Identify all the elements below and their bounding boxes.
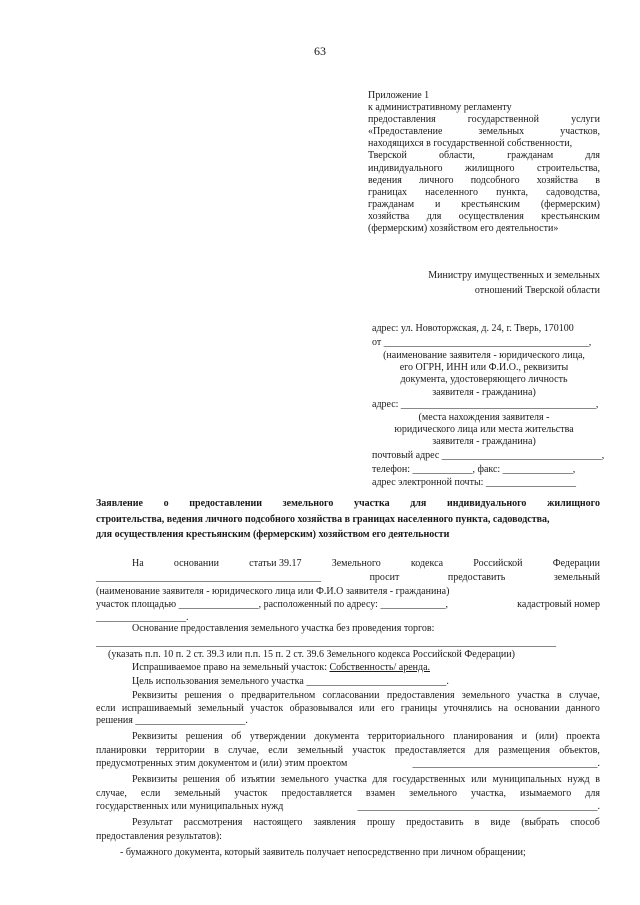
word: Результат [132, 817, 173, 828]
address-field[interactable]: адрес: _______________________________________, [372, 399, 599, 410]
word: в [214, 745, 219, 756]
word: предусмотренных этим документом и (или) этим проектом [96, 758, 348, 769]
word: (фермерским) [540, 198, 600, 210]
body-line [96, 703, 600, 714]
word: Реквизиты [132, 774, 178, 785]
word: предоставляется [394, 745, 466, 756]
word: проекта [566, 731, 600, 742]
word: уточнялись [443, 703, 492, 714]
word: размещения [498, 745, 550, 756]
appendix-line [368, 114, 600, 126]
word: «Предоставление [368, 126, 443, 138]
word: или [471, 774, 487, 785]
word: садоводства, [546, 186, 600, 198]
word: На [132, 558, 144, 569]
word: если [96, 703, 116, 714]
word: предоставления [368, 114, 436, 126]
field-caption: (наименование заявителя - юридического лица или Ф.И.О заявителя - гражданина) [96, 586, 450, 597]
word: участка [353, 498, 390, 509]
word: утверждении [249, 731, 306, 742]
word: просит [369, 572, 400, 583]
word: кадастровый номер [517, 599, 600, 610]
cadastral-number-field[interactable]: __________________. [96, 612, 189, 623]
word: в [595, 774, 600, 785]
field-caption: юридического лица или места жительства [394, 424, 574, 435]
word: участка [334, 774, 367, 785]
word: для [426, 210, 442, 222]
word: о [228, 690, 234, 701]
blank: _____________________________________. [412, 758, 600, 769]
recipient-line: отношений Тверской области [474, 285, 600, 296]
word: муниципальных [492, 774, 562, 785]
word: документа [314, 731, 360, 742]
word: и [521, 731, 527, 742]
agency-address: адрес: ул. Новоторжская, д. 24, г. Тверь, 170100 [372, 323, 574, 334]
word: на [498, 703, 508, 714]
blank: участок площадью ________________, расположенный по адресу: _____________, [96, 599, 448, 610]
appendix-line [368, 199, 600, 211]
word: личного [418, 174, 454, 186]
body-line [132, 817, 600, 828]
word: изымаемого [519, 788, 572, 799]
body-line [132, 690, 600, 701]
word: Испрашиваемое право на земельный участок: [132, 662, 330, 673]
appendix-line: Приложение 1 [368, 90, 430, 101]
document-title [96, 496, 600, 543]
word: участка, [471, 788, 506, 799]
body-line: предоставления результатов): [96, 831, 222, 842]
word: строительства, [537, 162, 600, 174]
word: для [410, 498, 427, 509]
word: предоставить [406, 817, 464, 828]
word: земельный [197, 703, 244, 714]
word: осуществления [458, 210, 524, 222]
word: предоставления [386, 690, 455, 701]
word: о [163, 498, 169, 509]
word: жилищного [464, 162, 515, 174]
title-line: строительства, ведения личного подсобного хозяйства в границах населенного пункта, садоводства, [96, 513, 550, 525]
word: способ [570, 817, 600, 828]
word: испрашиваемый [121, 703, 192, 714]
body-line [132, 662, 430, 673]
word: основании [514, 703, 560, 714]
word: если [268, 745, 288, 756]
word: территориального [367, 731, 445, 742]
email-field[interactable]: адрес электронной почты: __________________ [372, 477, 576, 488]
appendix-line [368, 126, 600, 138]
plot-area-address-field[interactable] [96, 599, 600, 610]
word: и [434, 198, 441, 210]
field-caption: (наименование заявителя - юридического лица, [383, 350, 585, 361]
field-caption: заявителя - гражданина) [432, 387, 536, 398]
word: данного [565, 703, 600, 714]
word: случае, [96, 788, 127, 799]
word: планировки [96, 745, 147, 756]
recipient-line: Министру имущественных и земельных [428, 270, 600, 281]
word: предварительном [241, 690, 316, 701]
result-option-paper[interactable]: - бумажного документа, который заявитель получает непосредственно при личном обращении; [120, 847, 526, 858]
word: или [359, 703, 375, 714]
appendix-line [368, 175, 600, 187]
word: земельного [280, 774, 329, 785]
word: объектов, [559, 745, 600, 756]
word: статьи 39.17 [249, 558, 302, 569]
blank: _____________________________________________ [96, 572, 321, 583]
from-field[interactable]: от _________________________________________, [372, 337, 592, 348]
word: индивидуального [368, 162, 443, 174]
word: Реквизиты [132, 690, 178, 701]
word: земельного [461, 690, 510, 701]
word: хозяйства [536, 174, 579, 186]
body-line: Основание предоставления земельного участка без проведения торгов: [132, 623, 435, 634]
appendix-heading [368, 90, 600, 235]
body-line [132, 731, 600, 742]
word: предоставлении [189, 498, 263, 509]
word: в [556, 690, 562, 701]
word: участка [517, 690, 550, 701]
appendix-line: (фермерским) хозяйством его деятельности» [368, 223, 559, 235]
appendix-line [368, 187, 600, 199]
word: если [140, 788, 161, 799]
applicant-name-field[interactable] [96, 572, 600, 583]
word: нужд [567, 774, 590, 785]
word: государственных [392, 774, 466, 785]
word: участков, [560, 126, 600, 138]
decision-details-field[interactable]: решения ______________________. [96, 715, 248, 726]
word: Российской [473, 558, 523, 569]
word: гражданам [368, 198, 415, 210]
word: Земельного [331, 558, 381, 569]
word: предоставить [447, 572, 506, 583]
word: границах [368, 186, 408, 198]
word: образовывался [289, 703, 353, 714]
right-type-value[interactable]: Собственность/ аренда. [329, 662, 431, 673]
appendix-line [368, 211, 600, 223]
word: планирования [453, 731, 514, 742]
word: государственной [467, 114, 540, 126]
word: решения [184, 690, 222, 701]
appendix-line [368, 150, 600, 162]
word: земельный [296, 745, 344, 756]
word: случае, [228, 745, 259, 756]
title-line: для осуществления крестьянским (фермерским) хозяйством его деятельности [96, 529, 450, 540]
word: в [474, 817, 480, 828]
word: Федерации [552, 558, 600, 569]
field-caption: документа, удостоверяющего личность [400, 374, 568, 385]
phone-fax-field[interactable]: телефон: ____________, факс: ______________, [372, 464, 576, 475]
word: об [231, 731, 242, 742]
word: крестьянским [541, 210, 600, 222]
word: для [585, 788, 600, 799]
word: земельных [478, 126, 525, 138]
word: согласовании [322, 690, 380, 701]
word: для [474, 745, 490, 756]
word: пункта, [496, 186, 528, 198]
purpose-field[interactable]: Цель использования земельного участка ____________________________. [132, 676, 449, 687]
word: индивидуального [446, 498, 527, 509]
word: настоящего [253, 817, 303, 828]
word: земельный [174, 788, 221, 799]
word: крестьянским [461, 198, 520, 210]
word: его [381, 703, 395, 714]
word: об [225, 774, 236, 785]
body-line [132, 774, 600, 785]
blank: ________________________________________________. [357, 801, 600, 812]
appendix-line: находящихся в государственной собственности, [368, 138, 573, 150]
word: кодекса [410, 558, 444, 569]
word: участок [234, 788, 268, 799]
word: территории [155, 745, 205, 756]
field-caption: (места нахождения заявителя - [418, 412, 550, 423]
word: в [595, 174, 600, 186]
withdrawal-decision-field[interactable] [96, 801, 600, 812]
word: решения [182, 774, 220, 785]
word: случае, [569, 690, 600, 701]
word: земельный [553, 572, 600, 583]
word: области, [439, 150, 475, 162]
appendix-line [368, 163, 600, 175]
field-caption: его ОГРН, ИНН или Ф.И.О., реквизиты [399, 362, 569, 373]
body-line [96, 788, 600, 799]
word: хозяйства [368, 210, 410, 222]
word: участок [250, 703, 284, 714]
word: жилищного [547, 498, 600, 509]
word: для [585, 150, 600, 162]
word: виде [490, 817, 511, 828]
word: участок [352, 745, 386, 756]
word: государственных или муниципальных нужд [96, 801, 284, 812]
word: прошу [366, 817, 396, 828]
planning-doc-field[interactable] [96, 758, 600, 769]
basis-field[interactable]: ____________________________________________________________________________________________ [96, 637, 556, 648]
word: границы [400, 703, 438, 714]
word: рассмотрения [183, 817, 243, 828]
body-line [96, 745, 600, 756]
word: (выбрать [521, 817, 560, 828]
word: для [372, 774, 388, 785]
word: земельного [282, 498, 334, 509]
word: ведения [368, 174, 402, 186]
word: гражданам [507, 150, 554, 162]
postal-address-field[interactable]: почтовый адрес ________________________________, [372, 450, 605, 461]
word: земельного [409, 788, 458, 799]
word: (или) [535, 731, 558, 742]
word: Тверской [368, 150, 407, 162]
word: подсобного [470, 174, 520, 186]
title-line [96, 496, 600, 512]
word: Заявление [96, 498, 143, 509]
field-caption: (указать п.п. 10 п. 2 ст. 39.3 или п.п. 15 п. 2 ст. 39.6 Земельного кодекса Российской Федерации) [108, 649, 515, 660]
appendix-line: к административному регламенту [368, 102, 512, 114]
word: Реквизиты [132, 731, 178, 742]
word: изъятии [241, 774, 276, 785]
word: основании [173, 558, 219, 569]
word: заявления [313, 817, 356, 828]
word: решения [185, 731, 223, 742]
body-line [132, 558, 600, 569]
word: населенного [425, 186, 478, 198]
word: взамен [365, 788, 396, 799]
page-number: 63 [314, 44, 326, 58]
field-caption: заявителя - гражданина) [432, 436, 536, 447]
word: услуги [571, 114, 600, 126]
word: предоставляется [281, 788, 352, 799]
